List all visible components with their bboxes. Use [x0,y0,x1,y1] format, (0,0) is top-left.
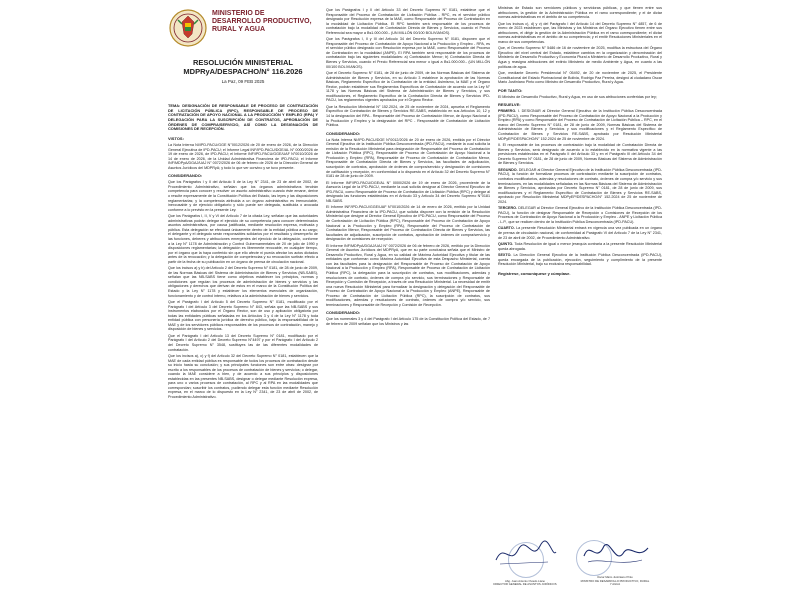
article-text: La presente Resolución Ministerial entrará en vigencia una vez publicada en un órgano de prensa de circulación nacional, de conformidad al Parágrafo VI del Artículo 7 de la Ley N° 2341, de 23 de abril de 2002, de Procedimiento Administrativo. [498,226,663,240]
column-2 [326,8,490,328]
paragraph: Ministras de Estado son servidores públicos y servidoras públicas, y que tienen entre sus atribuciones, la gestión de la Administración Pública en el ramo correspondiente; y el de dictar normas administrativas en el ámbito de su competencia. [498,6,662,20]
handwritten-signature-icon [490,536,560,570]
article-label: SEGUNDO. [498,167,518,172]
considerando-heading: CONSIDERANDO: [326,130,361,136]
signatory-2 [580,576,650,586]
article-text: DELEGAR al Director General Ejecutivo de la Institución Pública Desconcentrada (IPD-PACU), la función de designar Responsable de Recepción o Comisiones de Recepción de los Procesos de Contratación de Apoyo Nacional a la Producción y Empleo - ANPE y Licitación Pública - L.P., que se realicen dentro de la Institución Pública Desconcentrada (IPD-PACU). [498,206,662,224]
vistos-heading: VISTOS: [168,136,184,142]
article-text: La Dirección General Ejecutiva de la Institución Pública Desconcentrada (IPD-PACU), queda encargada de la publicación, ejecución, seguimiento y cumplimiento de la presente Resolución Ministerial, bajo su exclusiva responsabilidad. [498,253,662,267]
resolution-number: MDPRyA/DESPACHO/N° 116.2026 [183,67,303,76]
signatory-role: MINISTRO DE DESARROLLO PRODUCTIVO, RURAL Y AGUA [580,578,650,586]
signatory-role: DIRECTOR GENERAL DE ASUNTOS JURÍDICOS [493,581,557,586]
article-label: SEXTO. [498,253,512,258]
paragraph: Que el Parágrafo I del Artículo 5 del Decreto Supremo N° 0181, modificado por el Parágrafo I del Artículo 3 del Decreto Supremo N° 843, señala que las NB-SABS y sus instrumentos elaborados por el Órgano Rector, son de uso y aplicación obligatoria por todas las entidades públicas señaladas en los Artículos 3 y 4 de la Ley N° 1178 y toda entidad pública con personería jurídica de derecho público, bajo la responsabilidad de la MAE y de los servidores públicos responsables de los procesos de contratación, manejo y disposición de bienes y servicios. [168,300,318,332]
ministry-line-2: DESARROLLO PRODUCTIVO, [212,18,312,25]
article-text: DELEGAR al Director General Ejecutivo de la Institución Pública Desconcentrada (IPD-PACU), la función de formalizar procesos de contratación mediante la suscripción de contratos, contratos modificatorios, adendas y resoluciones de contrato, órdenes de compra y/o servicio y sus terminaciones, en las modalidades señaladas en las Normas Básicas del Sistema de Administración de Bienes y Servicios, aprobadas por Decreto Supremo N° 0181, de 28 de junio de 2009, sus modificaciones y el Reglamento Específico de Contratación de Bienes y Servicios RE-SABS, aprobado por Resolución Ministerial MDPyEP/DESPACHO/N° 152.2024 de 25 de noviembre de 2024. [498,167,663,204]
ministry-line-1: MINISTERIO DE [212,10,265,17]
considerando-heading: CONSIDERANDO: [326,310,361,316]
article-tercero [498,206,662,224]
column-1 [168,100,318,402]
paragraph: El Informe INF/MDPyA/DGAJ/UAJ N° 0072/2026 de 06 de febrero de 2026, emitido por la Dirección General de Asuntos Jurídicos del MDPRyA, que en su parte conclusiva señala que el Ministro de Desarrollo Productivo, Rural y Agua, en su calidad de Máxima Autoridad Ejecutiva y titular de las entidades que conforman como Máxima Autoridad Ejecutiva de esta Despacho Ministerial, cuenta con las facultades para la designación del Responsable de Proceso de Contratación de Apoyo Nacional a la Producción y Empleo (RPA), Responsable de Proceso de Contratación de Licitación Pública (RPC), la delegación para la suscripción de contratos, sus modificaciones, adendas y resoluciones de contrato, órdenes de compra y/o servicio, sus terminaciones y Responsable de Recepción y Comisión de Recepción, a través de una Resolución Ministerial. La necesidad de emitir una nueva Resolución Ministerial para formalizar la designación y delegación del Responsable de Proceso de Contratación de Apoyo Nacional a la Producción y Empleo (ANPE), Responsable de Proceso de Contratación de Licitación Pública (RPC), la suscripción de contratos, sus modificaciones, adendas y resoluciones de contrato, órdenes de compra y/o servicio, sus terminaciones y Responsable de Recepción y Comisión de Recepción. [326,243,490,307]
resolution-title-block [168,58,318,85]
article-quinto [498,242,662,251]
article-text: Toda Resolución de igual o menor jerarquía contraria a la presente Resolución Ministerial queda abrogada. [498,242,662,251]
closing-formula: Regístrese, comuníquese y cúmplase. [498,270,571,276]
article-label: TERCERO. [498,206,518,211]
signatures-block [493,536,750,596]
paragraph: Que los Parágrafos I, II y III del Artículo 34 del Decreto Supremo N° 0181, disponen que el Responsable del Proceso de Contratación de Apoyo Nacional a la Producción y Empleo - RPA, es el servidor público designado con Resolución expresa por la MAE, como Responsable del Proceso de Contratación en la modalidad (ANPE). El RPA también será responsable de los procesos de contratación bajo las siguientes modalidades: a) Contratación Menor; b) Contratación Directa de Bienes y Servicios, cuando el Precio Referencial sea menor o igual a Bs1.000.000.- (UN MILLÓN 00/100 BOLIVIANOS). [326,37,490,69]
paragraph: Que los Parágrafos I y II del Artículo 33 del Decreto Supremo N° 0181, establece que el Responsable del Proceso de Contratación de Licitación Pública - RPC, es el servidor público designado por Resolución expresa de la MAE, como Responsable del Proceso de Contratación en la modalidad de Licitación Pública. El RPC también será responsable de los procesos de contratación bajo la modalidad de Contratación Directa de Bienes y Servicios, cuando el Precio Referencial sea mayor a Bs1.000.000.- (UN MILLÓN 00/100 BOLIVIANOS). [326,8,490,35]
document-header [168,6,318,56]
article-sexto [498,253,662,267]
signature-minister [580,536,650,586]
ministry-name [212,10,318,34]
paragraph: Que, mediante Decreto Presidencial N° 05492, de 20 de noviembre de 2025, el Presidente Constitucional del Estado Plurinacional de Bolivia, Rodrigo Paz Pereira, designó al ciudadano Oscar Mario Justiniano Pinto como Ministro de Desarrollo Productivo, Rural y Agua. [498,71,662,85]
paragraph: Que la Resolución Ministerial N° 152.2024, de 25 de noviembre de 2024, aprueba el Reglamento Específico de Contratación de Bienes y Servicios RE-SABS, establecido en sus Artículos 10, 12 y 14 la designación del RPA - Responsable del Proceso de Contratación Menor, de Apoyo Nacional a la Producción y Empleo y la designación del RPC - Responsable de Contratación de Licitación Pública. [326,104,490,128]
column-3 [498,6,662,276]
paragraph: Que los numerales 3 y 4 del Parágrafo I del Artículo 175 de la Constitución Política del Estado, de 7 de febrero de 2009 señalan que los Ministros y las [326,317,490,326]
ministry-line-3: RURAL Y AGUA [212,26,266,33]
paragraph: El Informe INF/IPD-PACU/GGE/UAF N°0010/2026 de 14 de enero de 2026, emitido por la Unidad Administrativa Financiera de la IPD-PACU, que solicita disponer con la emisión de la Resolución Ministerial que designe al Director General Ejecutivo de IPD-PACU, como Responsable del Proceso de Contratación de Licitación Pública (RPC), Responsable del Proceso de Contratación de Apoyo Nacional a la Producción y Empleo (RPA), Responsable del Proceso de Contratación de Contratación Menor, Responsable del Proceso de Contratación Directa de Bienes y Servicios, las facultades de adjudicación, suscripción de contratos, aprobación de órdenes de compra/servicio y designación de comisiones de recepción. [326,205,490,242]
paragraph: Que el Decreto Supremo N° 0181, de 28 de junio de 2009, de las Normas Básicas del Sistema de Administración de Bienes y Servicios, en su Artículo 3 establece la aprobación de las Normas Básicas, Reglamento Específico de la Contratación de la entidad. Asimismo, la MAE y el Órgano Rector, podrán establecer sus Reglamentos Específicos de Contratación de acuerdo con la Ley N° 1178 y las Normas Básicas del Sistema de Administración de Bienes y Servicios, y sus modificaciones, el Reglamento Específico de la Contratación Directa de Bienes y Servicios IPD-PACU, los reglamentos vigentes aprobados por el Órgano Rector. [326,71,490,103]
article-label: CUARTO. [498,226,515,231]
paragraph: El Informe INF/IPD-PACU/DGE/AL N° 0000/2026 de 19 de enero de 2026, proveniente de la Asesoría Legal de la IPD-PACU, mediante la cual solicita designar al Director General Ejecutivo de IPD-PACU, como Responsable de Proceso de Contratación de Licitación Pública (RPC) y delegar al designado las funciones establecidas en el Artículo 33 y Artículo 34 del Decreto Supremo N°0181 NB-SABS. [326,180,490,203]
resuelve-heading: RESUELVE: [498,102,521,108]
article-label: PRIMERO. [498,109,517,114]
article-text: I. DESIGNAR al Director General Ejecutivo de la Institución Pública Desconcentrada (IPD-PACU), como Responsable del Proceso de Contratación de Apoyo Nacional a la Producción y Empleo (RPA) y como Responsable del Proceso de Contratación de Licitación Pública – RPC, en el marco del Decreto Supremo N° 0181, de 28 de junio de 2009, Normas Básicas del Sistema de Administración de Bienes y Servicios y sus modificaciones y el Reglamento Específico de Contratación de Bienes y Servicios RE-SABS, aprobado por Resolución Ministerial MDPyEP/DESPACHO/N° 152.2024 de 25 de noviembre de 2024. [498,109,663,141]
paragraph: Que los Parágrafos I, II, V y VI del Artículo 7 de la citada Ley, señalan que las autoridades administrativas podrán delegar el ejercicio de su competencia para conocer determinados asuntos administrativos, por causa justificada, mediante resolución expresa, motivada y pública. Esta delegación se efectuará únicamente dentro de la entidad pública a su cargo; el delegante y el delegado serán responsables solidarios por el resultado y desempeño de las funciones, deberes y atribuciones emergentes del ejercicio de la delegación, conforme a la Ley N° 1178 de Administración y Control Gubernamentales de 20 de julio de 1990 y disposiciones reglamentarias; la delegación es libremente revocable, en cualquier tiempo, por el órgano que la haya conferido sin que ello afecte ni pueda afectar los actos dictados antes de la revocación; y la delegación de competencias y su revocación surtirán efecto a partir de la fecha de su publicación en un órgano de prensa de circulación nacional. [168,214,318,264]
paragraph: Que los incisos c), d) y v) del Parágrafo I del Artículo 14 del Decreto Supremo N° 4857, de 6 de enero de 2023 establecen que, las Ministras y los Ministros del Órgano Ejecutivo tienen entre sus atribuciones, el dirigir la gestión de la Administración Pública en el ramo correspondiente; el dictar normas administrativas en el ámbito de su competencia; y el emitir Resoluciones Ministeriales en el marco de sus competencias. [498,21,662,44]
paragraph: Que los Parágrafos I y II del Artículo 5 de la Ley N° 2341, de 23 de abril de 2002, de Procedimiento Administrativo, señalan que los órganos administrativos tendrán competencia para conocer y resolver un asunto administrativo cuando éste emane, derive o resulte expresamente de la Constitución Política del Estado, las leyes y las disposiciones reglamentarias; y la competencia atribuida a un órgano administrativo es irrenunciable, inexcusable y de ejercicio obligatorio y sólo puede ser delegada, sustituida o avocada conforme a lo previsto en la presente Ley. [168,180,318,212]
signature-legal-director [490,536,560,586]
article-segundo [498,168,662,204]
paragraph: La Nota Interna NI/IPD-PACU/DGE N°0012/2026 de 20 de enero de 2026, emitida por el Director General Ejecutivo de la Institución Pública Desconcentrada (IPD-PACU), mediante la cual solicita la emisión de la Resolución Ministerial para designación de Responsable del Proceso de Contratación de Licitación Pública (RPC), Responsable de Proceso de Contratación de Apoyo Nacional a la Producción y Empleo (RPA), Responsable de Proceso de Contratación de Contratación Menor, Responsable de Contratación Directa de Bienes y Servicios, las facultades de adjudicación, suscripción de contratos, aprobación de órdenes de compra/servicio y designación de comisiones de calificación y recepción, en conformidad a lo dispuesto en el Artículo 32 del Decreto Supremo N° 0181 de 28 de junio de 2009. [326,137,490,179]
resolution-title: RESOLUCIÓN MINISTERIAL [192,58,293,67]
paragraph: Que los incisos a) y b) del Artículo 2 del Decreto Supremo N° 0181, de 28 de junio de 2009, de las Normas Básicas del Sistema de Administración de Bienes y Servicios (NB-SABS), señalan que las NB-SABS tiene como objetivos establecer los principios, normas y condiciones que regulan los procesos de administración de bienes y servicios y las obligaciones y derechos que derivan de estos en el marco de la Constitución Política del Estado y la Ley N° 1178 y establecer los elementos esenciales de organización, funcionamiento y de control interno, relativos a la administración de bienes y servicios. [168,266,318,298]
article-cuarto [498,226,662,240]
signatory-name: Abg. Juan Antonio Oviedo Llano [505,578,545,583]
vistos-paragraph: La Nota Interna NI/IPD-PACU/GGE N°0012/2026 de 20 de enero de 2026, de la Dirección General Ejecutiva de IPD-PACU; el Informe Legal INF/IPD-PACU/DGE/AL N° 0000/2026 de 19 de enero de 2026, de IPD-PACU; el Informe INF/IPD-PACU/GGE/UAF N°0010/2026 de 14 de enero de 2026, de la Unidad Administrativa Financiera de IPD-PACU; el Informe INF/MDPyA/DGAJ/UAJ N° 0072/2026 de 06 de febrero de 2026 de la Dirección General de Asuntos Jurídicos del MDPRyA; y todo lo que ver convino y se tuvo presente. [168,143,318,170]
paragraph: Que, el Decreto Supremo N° 5486 de 16 de noviembre de 2025, modifica la estructura del Órgano Ejecutivo del nivel central del Estado, establece cambios en la organización y denominación del Ministerio de Desarrollo Productivo y Economía Plural a Ministerio de Desarrollo Productivo, Rural y Agua y reasigna atribuciones del extinto Ministerio de medio Ambiente y Agua, en cuanto a las políticas de agua. [498,46,662,69]
resolution-date: La Paz, 09 FEB 2025 [221,79,265,84]
article-label: QUINTO. [498,242,514,247]
tema-paragraph: TEMA: DESIGNACIÓN DE RESPONSABLE DE PROCESO DE CONTRATACIÓN DE LICITACIÓN PÚBLICA (RPC), RESPONSABLE DE PROCESO DE CONTRATACIÓN DE APOYO NACIONAL A LA PRODUCCIÓN Y EMPLEO (RPA) Y DELEGACIÓN PARA LA SUSCRIPCIÓN DE CONTRATOS, APROBACIÓN DE ÓRDENES DE COMPRA/SERVICIO, ASÍ COMO LA DESIGNACIÓN DE COMISIONES DE RECEPCIÓN. [168,102,318,132]
paragraph: El Ministro de Desarrollo Productivo, Rural y Agua, en uso de sus atribuciones conferidas por ley; [498,94,657,99]
signatory-name: Oscar Mario Justiniano Pinto [597,575,633,580]
signatory-1 [490,580,560,586]
handwritten-signature-icon [580,536,650,570]
considerando-heading: CONSIDERANDO: [168,173,203,179]
article-primero [498,109,662,141]
paragraph: Que el Parágrafo I del Artículo 13 del Decreto Supremo N° 0181, modificado por el Parágrafo I del Artículo 2 del Decreto Supremo N°4497 y por el Parágrafo I del Artículo 2 del Decreto Supremo N° 3548, sustituyes las de las diferentes modalidades de contratación. [168,333,318,352]
article-primero-ii: II. El responsable de los procesos de contratación bajo la modalidad de Contratación Directa de Bienes y Servicios, será designado de acuerdo a lo establecido en la normativa vigente a las previsiones establecidas en el Parágrafo II del Artículo 33 y en el Parágrafo III del Artículo 34 del Decreto Supremo N° 0181, de 28 de junio de 2009, Normas Básicas del Sistema de Administración de Bienes y Servicios. [498,143,662,166]
paragraph: Que los incisos a), c) y f) del Artículo 32 del Decreto Supremo N° 0181, establecen que la MAE de cada entidad pública es responsable de todos los procesos de contratación desde su inicio hasta su conclusión; y sus principales funciones son entre otras: designar por escrito a los responsables de los procesos de contratación de bienes y servicios; o delegar, cuando la MAE considere a bien, y de acuerdo a sus principios y disposiciones establecidas en las presentes NB-SABS, designar o delegar mediante Resolución expresa, para uno o varios procesos de contratación, al RPC y al RPA en las modalidades que correspondan; suscribir los contratos, pudiendo delegar esta función mediante Resolución expresa, en el marco de lo dispuesto en la Ley N° 2341, de 23 de abril de 2002, de Procedimiento Administrativo. [168,354,318,399]
por-tanto-heading: POR TANTO: [498,87,523,93]
coat-of-arms-seal-icon [168,8,208,48]
